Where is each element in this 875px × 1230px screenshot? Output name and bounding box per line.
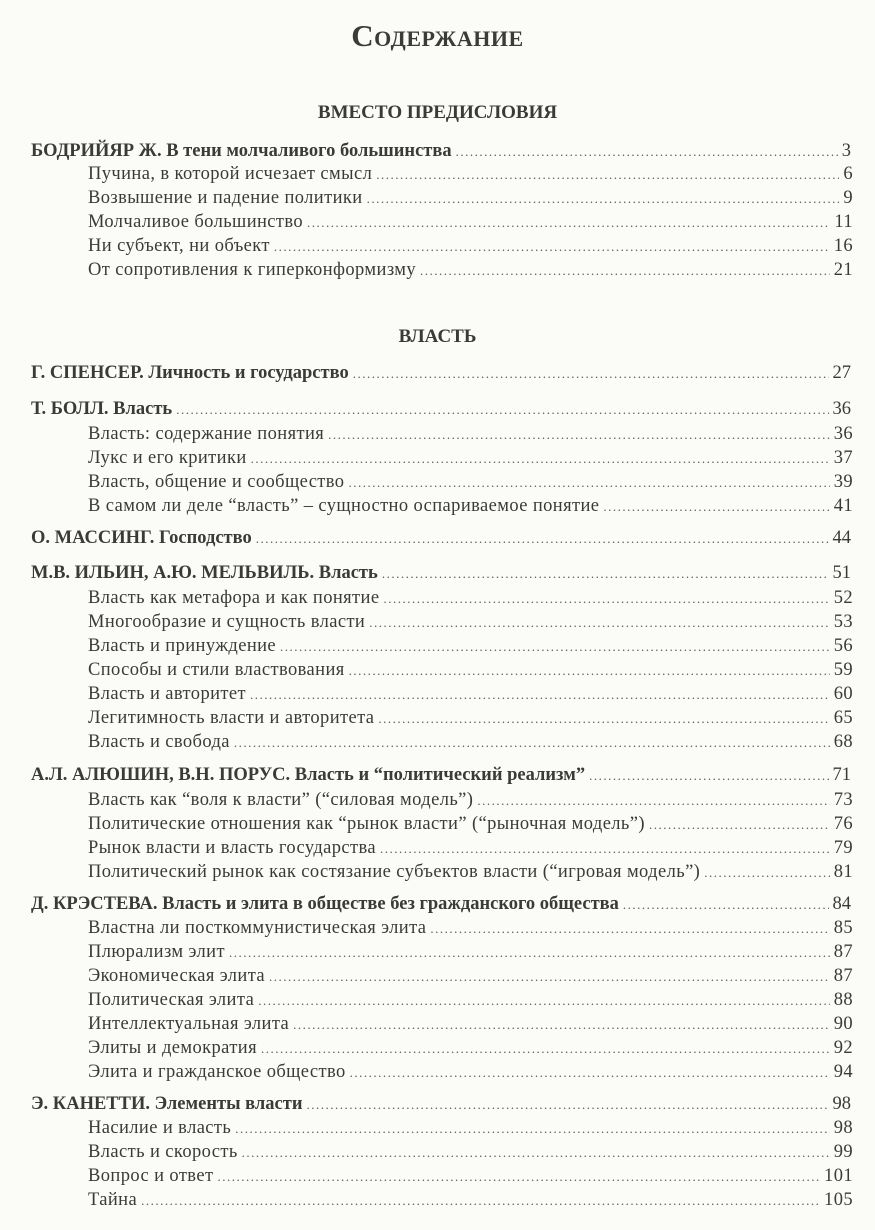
page-number: 76	[833, 814, 853, 834]
page-number: 92	[833, 1038, 853, 1058]
toc-subentry[interactable]	[88, 471, 853, 494]
page-number: 27	[832, 363, 851, 383]
subentry-title: Власть и свобода	[88, 732, 230, 752]
page-number: 52	[833, 588, 853, 608]
entry-author: О. МАССИНГ.	[31, 528, 155, 548]
toc-subentry[interactable]	[88, 587, 853, 610]
toc-entry[interactable]	[31, 764, 851, 787]
dot-leader	[242, 1142, 830, 1164]
entry-author: Д. КРЭСТЕВА.	[31, 894, 158, 914]
page-number: 99	[833, 1142, 853, 1162]
entry-text	[31, 1093, 302, 1115]
toc-subentry[interactable]	[88, 837, 853, 860]
page-number: 65	[833, 708, 853, 728]
toc-subentry[interactable]	[88, 917, 853, 940]
toc-subentry[interactable]	[88, 789, 853, 812]
entry-text	[31, 562, 378, 584]
dot-leader	[293, 1014, 830, 1036]
entry-text	[31, 140, 452, 162]
dot-leader	[258, 990, 830, 1012]
dot-leader	[589, 765, 828, 787]
dot-leader	[348, 472, 829, 494]
entry-author: БОДРИЙЯР Ж.	[31, 141, 162, 161]
dot-leader	[274, 236, 830, 258]
page-number: 101	[824, 1166, 853, 1186]
subentry-title: Интеллектуальная элита	[88, 1014, 290, 1034]
page-number: 84	[832, 894, 851, 914]
subentry-title: Элита и гражданское общество	[88, 1062, 346, 1082]
page-number: 68	[833, 732, 853, 752]
subentry-title: Ни субъект, ни объект	[88, 236, 270, 256]
page-number: 98	[832, 1094, 851, 1114]
toc-subentry[interactable]	[88, 731, 853, 754]
dot-leader	[229, 942, 830, 964]
subentry-title: Легитимность власти и авторитета	[88, 708, 375, 728]
toc-subentry[interactable]	[88, 259, 853, 282]
entry-author: Э. КАНЕТТИ.	[31, 1094, 150, 1114]
entry-text	[31, 362, 349, 384]
subentry-title: Политический рынок как состязание субъектов власти (“игровая модель”)	[88, 862, 701, 882]
toc-subentry[interactable]	[88, 163, 853, 186]
subentry-title: Экономическая элита	[88, 966, 266, 986]
dot-leader	[378, 708, 829, 730]
entry-title: Личность и государство	[148, 363, 349, 383]
page-number: 11	[834, 212, 853, 232]
toc-subentry[interactable]	[88, 1037, 853, 1060]
subentry-title: Многообразие и сущность власти	[88, 612, 366, 632]
subentry-title: Лукс и его критики	[88, 448, 247, 468]
page-number: 94	[833, 1062, 853, 1082]
subentry-title: Элиты и демократия	[88, 1038, 258, 1058]
subentry-title: В самом ли деле “власть” – сущностно оспариваемое понятие	[88, 496, 600, 516]
dot-leader	[306, 1094, 828, 1116]
dot-leader	[251, 448, 830, 470]
entry-text	[31, 764, 585, 786]
page-number: 41	[833, 496, 853, 516]
toc-subentry[interactable]	[88, 495, 853, 518]
subentry-title: Рынок власти и власть государства	[88, 838, 377, 858]
dot-leader	[141, 1190, 820, 1212]
subentry-title: Возвышение и падение политики	[88, 188, 363, 208]
toc-subentry[interactable]	[88, 187, 853, 210]
toc-subentry[interactable]	[88, 965, 853, 988]
dot-leader	[350, 1062, 830, 1084]
toc-entry[interactable]	[31, 140, 851, 163]
subentry-title: Вопрос и ответ	[88, 1166, 214, 1186]
dot-leader	[250, 684, 830, 706]
subentry-title: Тайна	[88, 1190, 138, 1210]
page-number: 105	[824, 1190, 853, 1210]
dot-leader	[235, 1118, 829, 1140]
entry-text	[31, 398, 172, 420]
toc-subentry[interactable]	[88, 941, 853, 964]
section-heading: ВМЕСТО ПРЕДИСЛОВИЯ	[317, 102, 558, 123]
entry-author: Т. БОЛЛ.	[31, 399, 109, 419]
dot-leader	[328, 424, 830, 446]
dot-leader	[420, 260, 830, 282]
toc-subentry[interactable]	[88, 707, 853, 730]
entry-title: Власть и “политический реализм”	[294, 765, 586, 785]
toc-subentry[interactable]	[88, 211, 853, 234]
page-number: 98	[833, 1118, 853, 1138]
dot-leader	[176, 399, 828, 421]
toc-subentry[interactable]	[88, 1117, 853, 1140]
section-heading: ВЛАСТЬ	[398, 326, 477, 347]
dot-leader	[623, 894, 829, 916]
dot-leader	[477, 790, 829, 812]
dot-leader	[280, 636, 830, 658]
page-number: 88	[833, 990, 853, 1010]
page-number: 87	[833, 942, 853, 962]
subentry-title: Власть и авторитет	[88, 684, 246, 704]
page-number: 87	[833, 966, 853, 986]
dot-leader	[261, 1038, 830, 1060]
subentry-title: Плюрализм элит	[88, 942, 225, 962]
entry-title: Элементы власти	[154, 1094, 303, 1114]
subentry-title: Властна ли посткоммунистическая элита	[88, 918, 427, 938]
toc-subentry[interactable]	[88, 447, 853, 470]
page-number: 9	[843, 188, 853, 208]
subentry-title: Способы и стили властвования	[88, 660, 345, 680]
dot-leader	[367, 188, 840, 210]
dot-leader	[256, 528, 829, 550]
dot-leader	[376, 164, 839, 186]
subentry-title: Власть: содержание понятия	[88, 424, 325, 444]
entry-title: Власть	[318, 563, 378, 583]
subentry-title: Власть и принуждение	[88, 636, 277, 656]
toc-subentry[interactable]	[88, 1061, 853, 1084]
dot-leader	[269, 966, 830, 988]
dot-leader	[383, 588, 829, 610]
toc-subentry[interactable]	[88, 861, 853, 884]
subentry-title: Молчаливое большинство	[88, 212, 304, 232]
subentry-title: Насилие и власть	[88, 1118, 232, 1138]
toc-subentry[interactable]	[88, 659, 853, 682]
toc-entry[interactable]	[31, 562, 851, 585]
dot-leader	[456, 141, 838, 163]
page-number: 39	[833, 472, 853, 492]
page-number: 90	[833, 1014, 853, 1034]
toc-subentry[interactable]	[88, 423, 853, 446]
subentry-title: Пучина, в которой исчезает смысл	[88, 164, 373, 184]
entry-title: Господство	[158, 528, 252, 548]
subentry-title: Политические отношения как “рынок власти” (“рыночная модель”)	[88, 814, 645, 834]
entry-author: Г. СПЕНСЕР.	[31, 363, 144, 383]
toc-entry[interactable]	[31, 1093, 851, 1116]
page-number: 37	[833, 448, 853, 468]
toc-subentry[interactable]	[88, 635, 853, 658]
subentry-title: Власть как метафора и как понятие	[88, 588, 380, 608]
page-number: 73	[833, 790, 853, 810]
entry-title: Власть и элита в обществе без гражданского общества	[162, 894, 619, 914]
subentry-title: От сопротивления к гиперконформизму	[88, 260, 417, 280]
entry-author: А.Л. АЛЮШИН, В.Н. ПОРУС.	[31, 765, 291, 785]
page-title: Содержание	[351, 18, 524, 53]
dot-leader	[380, 838, 830, 860]
dot-leader	[353, 363, 829, 385]
page-number: 60	[833, 684, 853, 704]
entry-title: В тени молчаливого большинства	[166, 141, 452, 161]
page-number: 36	[832, 399, 851, 419]
page-number: 85	[833, 918, 853, 938]
toc-subentry[interactable]	[88, 989, 853, 1012]
page-number: 51	[832, 563, 851, 583]
page-number: 71	[832, 765, 851, 785]
entry-author: М.В. ИЛЬИН, А.Ю. МЕЛЬВИЛЬ.	[31, 563, 315, 583]
toc-entry[interactable]	[31, 362, 851, 385]
page-number: 53	[833, 612, 853, 632]
toc-subentry[interactable]	[88, 813, 853, 836]
page-number: 56	[833, 636, 853, 656]
dot-leader	[217, 1166, 820, 1188]
subentry-title: Власть и скорость	[88, 1142, 238, 1162]
page-number: 79	[833, 838, 853, 858]
toc-subentry[interactable]	[88, 1141, 853, 1164]
entry-text	[31, 527, 252, 549]
page-number: 21	[833, 260, 853, 280]
toc-subentry[interactable]	[88, 1013, 853, 1036]
dot-leader	[234, 732, 830, 754]
dot-leader	[430, 918, 829, 940]
entry-title: Власть	[113, 399, 173, 419]
toc-subentry[interactable]	[88, 611, 853, 634]
subentry-title: Политическая элита	[88, 990, 255, 1010]
dot-leader	[307, 212, 830, 234]
page-number: 81	[833, 862, 853, 882]
subentry-title: Власть как “воля к власти” (“силовая модель”)	[88, 790, 474, 810]
page-number: 36	[833, 424, 853, 444]
toc-entry[interactable]	[31, 398, 851, 421]
page-number: 16	[833, 236, 853, 256]
page-number: 6	[843, 164, 853, 184]
page-number: 3	[841, 141, 851, 161]
toc-entry[interactable]	[31, 527, 851, 550]
toc-subentry[interactable]	[88, 1189, 853, 1212]
entry-text	[31, 893, 619, 915]
dot-leader	[603, 496, 829, 518]
dot-leader	[382, 563, 829, 585]
dot-leader	[704, 862, 829, 884]
toc-subentry[interactable]	[88, 235, 853, 258]
toc-subentry[interactable]	[88, 683, 853, 706]
page-number: 59	[833, 660, 853, 680]
toc-subentry[interactable]	[88, 1165, 853, 1188]
toc-entry[interactable]	[31, 893, 851, 916]
dot-leader	[369, 612, 829, 634]
page-number: 44	[832, 528, 851, 548]
dot-leader	[649, 814, 830, 836]
subentry-title: Власть, общение и сообщество	[88, 472, 345, 492]
dot-leader	[349, 660, 830, 682]
